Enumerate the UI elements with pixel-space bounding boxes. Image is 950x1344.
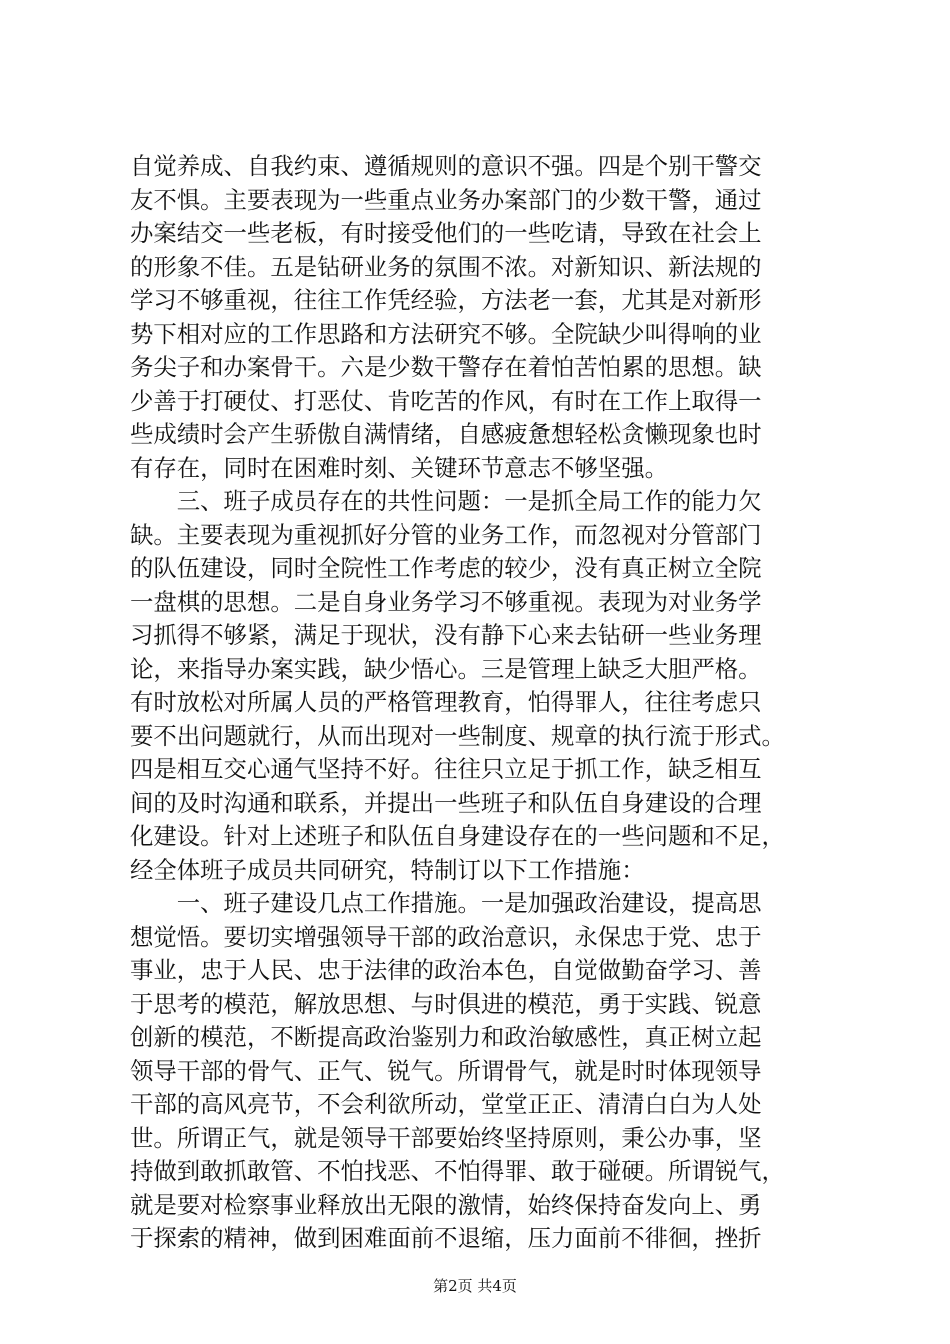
text-line: 干部的高风亮节，不会利欲所动，堂堂正正、清清白白为人处 [130,1090,762,1118]
text-line: 想觉悟。要切实增强领导干部的政治意识，永保忠于党、忠于 [130,922,762,951]
text-line: 友不惧。主要表现为一些重点业务办案部门的少数干警，通过 [130,185,762,214]
text-line: 缺。主要表现为重视抓好分管的业务工作，而忽视对分管部门 [130,520,762,549]
text-line: 三、班子成员存在的共性问题：一是抓全局工作的能力欠 [130,487,762,515]
text-line: 少善于打硬仗、打恶仗、肯吃苦的作风，有时在工作上取得一 [130,386,762,415]
text-line: 创新的模范，不断提高政治鉴别力和政治敏感性，真正树立起 [130,1023,762,1051]
text-line: 领导干部的骨气、正气、锐气。所谓骨气，就是时时体现领导 [130,1056,762,1085]
text-line: 的形象不佳。五是钻研业务的氛围不浓。对新知识、新法规的 [130,252,762,281]
text-line: 办案结交一些老板，有时接受他们的一些吃请，导致在社会上 [130,219,762,247]
body-text [130,150,830,1256]
text-line: 论，来指导办案实践，缺少悟心。三是管理上缺乏大胆严格。 [130,654,762,683]
text-line: 务尖子和办案骨干。六是少数干警存在着怕苦怕累的思想。缺 [130,353,762,381]
text-line: 习抓得不够紧，满足于现状，没有静下心来去钻研一些业务理 [130,621,762,649]
text-line: 化建设。针对上述班子和队伍自身建设存在的一些问题和不足， [130,822,785,850]
text-line: 持做到敢抓敢管、不怕找恶、不怕得罪、敢于碰硬。所谓锐气， [130,1157,785,1185]
text-line: 势下相对应的工作思路和方法研究不够。全院缺少叫得响的业 [130,319,762,348]
text-line: 自觉养成、自我约束、遵循规则的意识不强。四是个别干警交 [130,152,762,180]
page-number-footer: 第2页 共4页 [433,1277,517,1295]
text-line: 事业，忠于人民、忠于法律的政治本色，自觉做勤奋学习、善 [130,956,762,984]
text-line: 世。所谓正气，就是领导干部要始终坚持原则，秉公办事，坚 [130,1123,762,1152]
text-line: 要不出问题就行，从而出现对一些制度、规章的执行流于形式。 [130,721,785,750]
text-line: 经全体班子成员共同研究，特制订以下工作措施： [130,855,645,884]
text-line: 于思考的模范，解放思想、与时俱进的模范，勇于实践、锐意 [130,989,762,1018]
text-line: 些成绩时会产生骄傲自满情绪，自感疲惫想轻松贪懒现象也时 [130,420,762,448]
text-line: 的队伍建设，同时全院性工作考虑的较少，没有真正树立全院 [130,554,762,582]
text-line: 有时放松对所属人员的严格管理教育，怕得罪人，往往考虑只 [130,688,762,716]
text-line: 一、班子建设几点工作措施。一是加强政治建设，提高思 [130,889,762,917]
text-line: 于探索的精神，做到困难面前不退缩，压力面前不徘徊，挫折 [130,1224,762,1252]
text-line: 学习不够重视，往往工作凭经验，方法老一套，尤其是对新形 [130,286,762,314]
text-line: 就是要对检察事业释放出无限的激情，始终保持奋发向上、勇 [130,1190,762,1219]
text-line: 四是相互交心通气坚持不好。往往只立足于抓工作，缺乏相互 [130,755,762,783]
text-line: 间的及时沟通和联系，并提出一些班子和队伍自身建设的合理 [130,788,762,817]
text-line: 一盘棋的思想。二是自身业务学习不够重视。表现为对业务学 [130,587,762,616]
text-line: 有存在，同时在困难时刻、关键环节意志不够坚强。 [130,453,668,482]
